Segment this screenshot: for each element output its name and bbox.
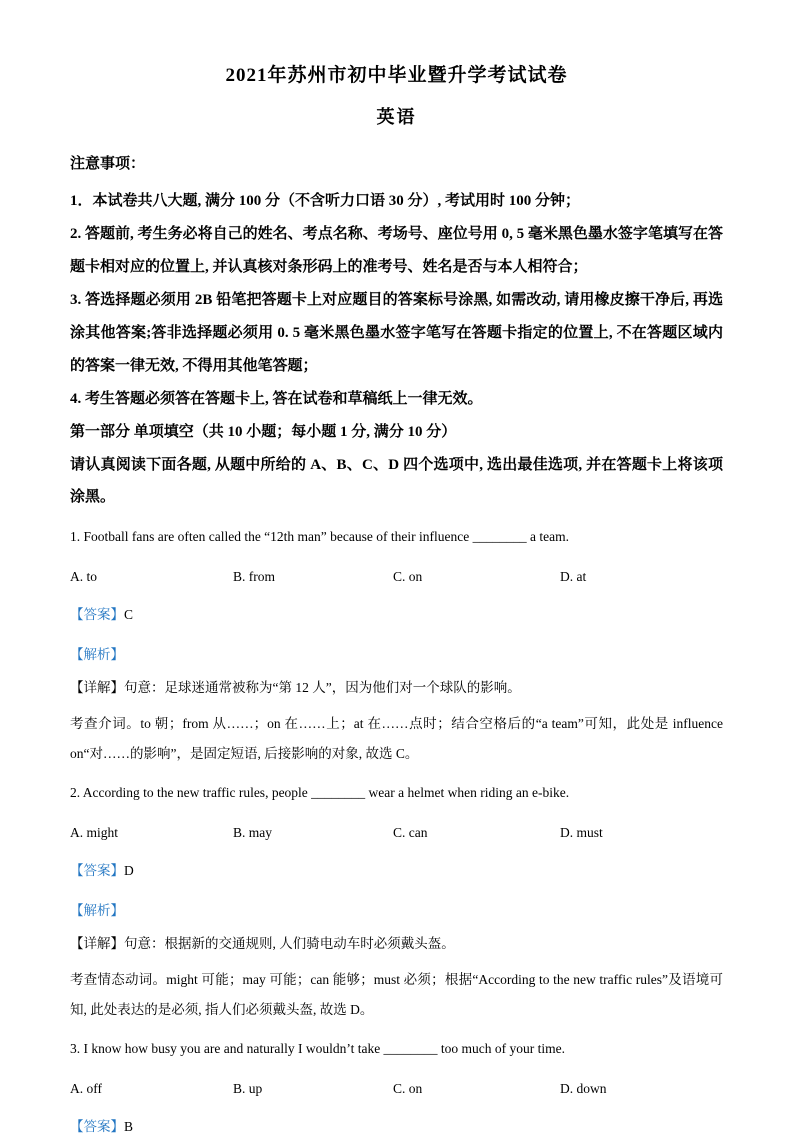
question-stem: 1. Football fans are often called the “12th man” because of their influence ________ a team.	[70, 529, 569, 544]
section-instructions: 请认真阅读下面各题, 从题中所给的 A、B、C、D 四个选项中, 选出最佳选项, 并在答题卡上将该项涂黑。	[70, 457, 723, 505]
detail-sentence: 【详解】句意：根据新的交通规则, 人们骑电动车时必须戴头盔。	[70, 936, 455, 951]
option-b: B. up	[233, 1081, 263, 1096]
option-c: C. on	[393, 569, 423, 584]
options-row	[70, 569, 723, 585]
notice-item-1: 1．本试卷共八大题, 满分 100 分（不含听力口语 30 分）, 考试用时 100 分钟；	[70, 193, 581, 209]
question-block-3	[70, 1039, 723, 1137]
notice-item-4: 4. 考生答题必须答在答题卡上, 答在试卷和草稿纸上一律无效。	[70, 391, 483, 407]
option-d: D. at	[560, 569, 587, 584]
options-row	[70, 825, 723, 841]
question-stem: 2. According to the new traffic rules, people ________ wear a helmet when riding an e-bike.	[70, 785, 570, 800]
answer-value: D	[124, 863, 134, 878]
notice-item-2: 2. 答题前, 考生务必将自己的姓名、考点名称、考场号、座位号用 0, 5 毫米黑色墨水签字笔填写在答题卡相对应的位置上, 并认真核对条形码上的准考号、姓名是否与本人相符合；	[70, 226, 723, 275]
answer-value: B	[124, 1119, 134, 1134]
analysis-label: 【解析】	[70, 903, 124, 918]
question-stem: 3. I know how busy you are and naturally I wouldn’t take ________ too much of your time.	[70, 1041, 566, 1056]
option-d: D. down	[560, 1081, 607, 1096]
option-b: B. may	[233, 825, 272, 840]
detail-sentence: 【详解】句意：足球迷通常被称为“第 12 人”，因为他们对一个球队的影响。	[70, 680, 521, 695]
option-c: C. on	[393, 1081, 423, 1096]
option-a: A. might	[70, 825, 119, 840]
question-block-1	[70, 527, 723, 769]
page-subject: 英语	[376, 107, 417, 127]
option-d: D. must	[560, 825, 603, 840]
analysis-label: 【解析】	[70, 647, 124, 662]
option-a: A. off	[70, 1081, 102, 1096]
answer-label: 【答案】	[70, 607, 124, 622]
answer-label: 【答案】	[70, 863, 124, 878]
page-title: 2021年苏州市初中毕业暨升学考试试卷	[225, 65, 568, 86]
detail-explanation: 考查情态动词。might 可能；may 可能；can 能够；must 必须；根据“According to the new traffic rules”及语境可知, 此处表达的是必须, 指人们必须戴头盔, 故选 D。	[70, 972, 723, 1017]
answer-line	[70, 1117, 723, 1137]
option-a: A. to	[70, 569, 97, 584]
answer-line	[70, 861, 723, 881]
options-row	[70, 1081, 723, 1097]
section-heading: 第一部分 单项填空（共 10 小题；每小题 1 分, 满分 10 分）	[70, 424, 457, 440]
answer-label: 【答案】	[70, 1119, 124, 1134]
option-b: B. from	[233, 569, 275, 584]
answer-line	[70, 605, 723, 625]
answer-value: C	[124, 607, 134, 622]
question-block-2	[70, 783, 723, 1025]
notice-heading: 注意事项：	[70, 156, 146, 172]
option-c: C. can	[393, 825, 428, 840]
detail-explanation: 考查介词。to 朝；from 从……；on 在……上；at 在……点时；结合空格后的“a team”可知，此处是 influence on“对……的影响”，是固定短语, 后接影响的对象, 故选 C。	[70, 716, 723, 761]
notice-item-3: 3. 答选择题必须用 2B 铅笔把答题卡上对应题目的答案标号涂黑, 如需改动, 请用橡皮擦干净后, 再选涂其他答案;答非选择题必须用 0. 5 毫米黑色墨水签字笔写在答题卡指定的位置上, 不在答题区域内的答案一律无效, 不得用其他笔答题；	[70, 292, 723, 374]
